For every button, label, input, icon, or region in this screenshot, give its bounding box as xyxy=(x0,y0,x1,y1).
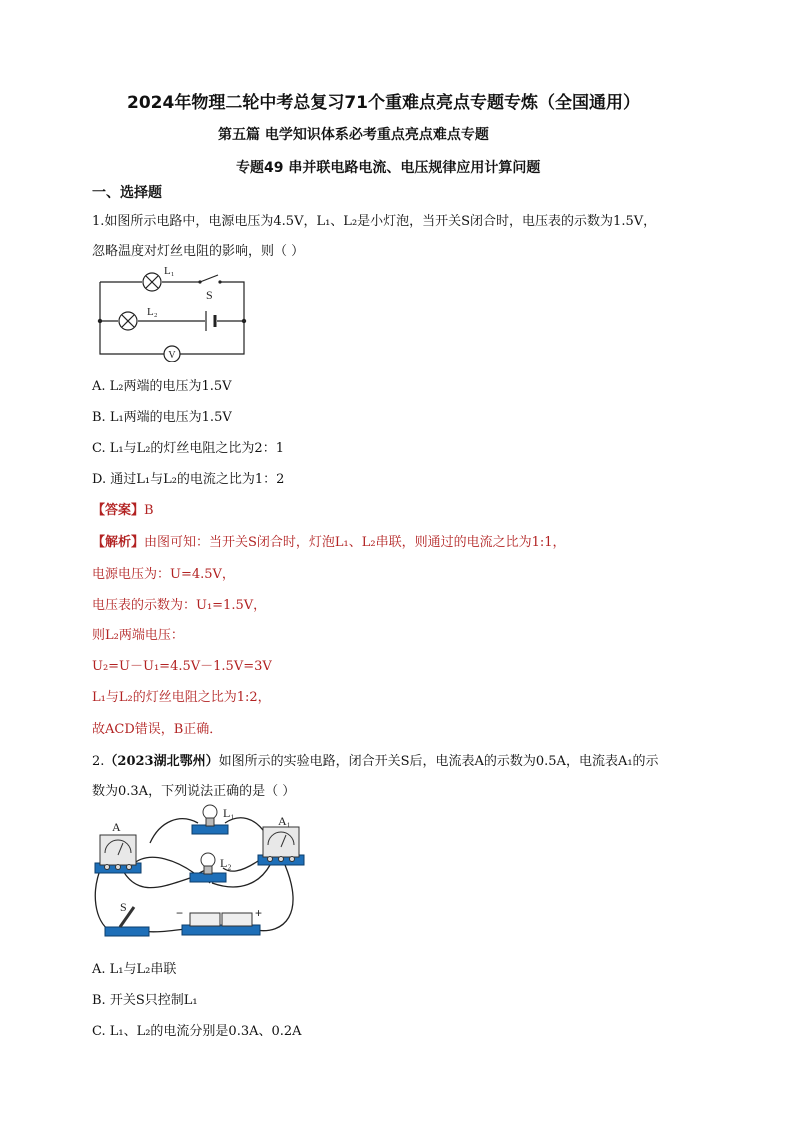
ammeter-a1-label: A₁ xyxy=(278,814,291,828)
ammeter-a-icon xyxy=(95,835,141,873)
q2-option-c: C. L₁、L₂的电流分别是0.3A、0.2A xyxy=(92,1024,302,1039)
lamp-l1-icon xyxy=(143,273,161,291)
q1-analysis-line4: 则L₂两端电压： xyxy=(92,628,184,643)
analysis-label: 【解析】 xyxy=(92,535,145,550)
switch-s-icon xyxy=(105,907,149,936)
q2-source: （2023湖北鄂州） xyxy=(104,754,219,769)
ammeter-a-label: A xyxy=(112,820,121,834)
q2-stem-line2: 数为0.3A，下列说法正确的是（ ） xyxy=(92,784,296,799)
lamp-l2-icon xyxy=(119,312,137,330)
q1-analysis-line7: 故ACD错误，B正确． xyxy=(92,722,223,737)
section-heading: 一、选择题 xyxy=(92,185,162,201)
q1-option-b: B. L₁两端的电压为1.5V xyxy=(92,410,232,425)
q2-stem-line1: 2.（2023湖北鄂州）如图所示的实验电路，闭合开关S后，电流表A的示数为0.5A，电流表A₁的示 xyxy=(92,754,659,769)
battery-icon xyxy=(206,311,215,331)
q1-analysis-line2: 电源电压为：U=4.5V， xyxy=(92,567,235,582)
q1-stem-line2: 忽略温度对灯丝电阻的影响，则（ ） xyxy=(92,244,305,259)
ammeter-a1-icon xyxy=(258,827,304,865)
q1-analysis-line1 xyxy=(92,531,566,550)
q1-option-d: D. 通过L₁与L₂的电流之比为1：2 xyxy=(92,472,285,487)
battery-minus-label: − xyxy=(176,906,184,920)
answer-label: 【答案】 xyxy=(92,503,145,518)
junction-dot-icon xyxy=(98,319,102,323)
battery-plus-label: + xyxy=(255,906,263,920)
label-l1: L₁ xyxy=(164,265,175,277)
part-heading: 第五篇 电学知识体系必考重点亮点难点专题 xyxy=(218,127,489,143)
q1-analysis-line3: 电压表的示数为：U₁=1.5V， xyxy=(92,598,267,613)
q1-stem-line1: 1.如图所示电路中，电源电压为4.5V，L₁、L₂是小灯泡，当开关S闭合时，电压表的示数为1.5V， xyxy=(92,214,657,229)
q1-option-c: C. L₁与L₂的灯丝电阻之比为2：1 xyxy=(92,441,284,456)
label-l2: L₂ xyxy=(147,306,158,318)
q1-analysis-line6: L₁与L₂的灯丝电阻之比为1:2， xyxy=(92,690,271,705)
label-s: S xyxy=(206,288,213,302)
battery-icon xyxy=(182,913,260,935)
analysis-text: 由图可知：当开关S闭合时，灯泡L₁、L₂串联，则通过的电流之比为1:1， xyxy=(144,535,566,550)
voltmeter-label: V xyxy=(168,350,176,361)
answer-value: B xyxy=(144,503,154,518)
q1-analysis-line5: U₂=U－U₁=4.5V－1.5V=3V xyxy=(92,659,272,674)
q2-option-a: A. L₁与L₂串联 xyxy=(92,962,177,977)
q2-option-b: B. 开关S只控制L₁ xyxy=(92,993,198,1008)
q1-circuit-diagram xyxy=(92,262,262,362)
q2-stem-rest: 如图所示的实验电路，闭合开关S后，电流表A的示数为0.5A，电流表A₁的示 xyxy=(218,754,659,769)
switch-contact-icon xyxy=(198,280,201,283)
junction-dot-icon xyxy=(242,319,246,323)
topic-heading: 专题49 串并联电路电流、电压规律应用计算问题 xyxy=(236,160,541,176)
switch-s-label: S xyxy=(120,900,127,914)
q1-answer xyxy=(92,499,154,518)
lamp-l1-label: L₁ xyxy=(223,806,235,820)
q1-option-a: A. L₂两端的电压为1.5V xyxy=(92,379,232,394)
switch-contact-icon xyxy=(218,280,221,283)
lamp-l2-label: L₂ xyxy=(220,856,232,870)
q2-circuit-illustration xyxy=(90,803,320,951)
document-title: 2024年物理二轮中考总复习71个重难点亮点专题专炼（全国通用） xyxy=(127,93,640,113)
